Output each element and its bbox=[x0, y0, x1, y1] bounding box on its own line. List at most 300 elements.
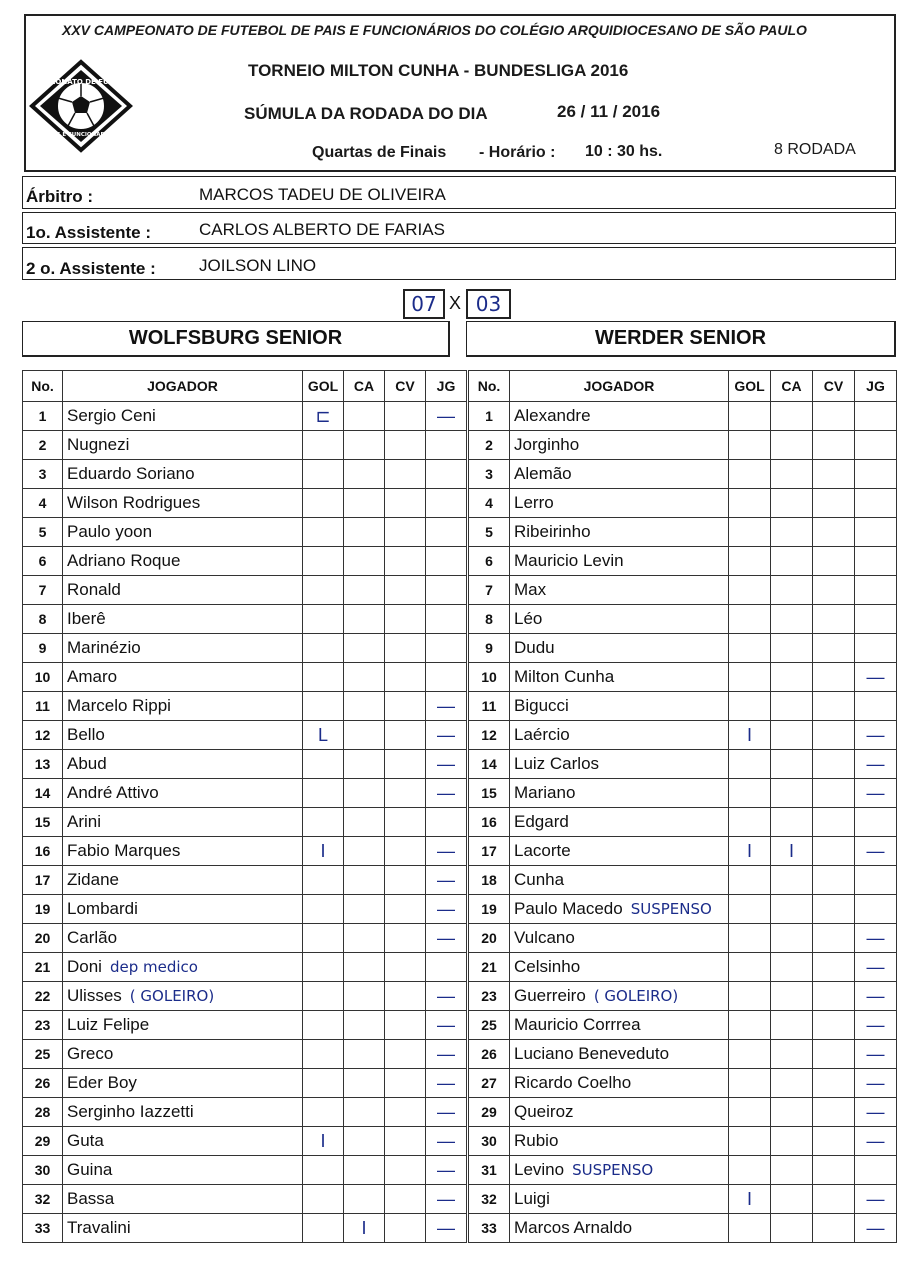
player-jg-mark: — bbox=[426, 924, 467, 953]
player-jg-mark bbox=[855, 692, 897, 721]
player-cell bbox=[63, 779, 303, 808]
player-name: Marcelo Rippi bbox=[67, 696, 171, 715]
table-row bbox=[23, 1011, 467, 1040]
player-cv-mark bbox=[813, 1040, 855, 1069]
player-ca-mark bbox=[344, 576, 385, 605]
player-gol-mark bbox=[303, 1214, 344, 1243]
player-cv-mark bbox=[385, 518, 426, 547]
table-row bbox=[469, 1127, 897, 1156]
player-number: 20 bbox=[469, 924, 510, 953]
player-cell bbox=[510, 431, 729, 460]
player-ca-mark bbox=[771, 634, 813, 663]
player-ca-mark bbox=[771, 1214, 813, 1243]
player-cv-mark bbox=[385, 605, 426, 634]
player-jg-mark: — bbox=[855, 953, 897, 982]
player-ca-mark bbox=[771, 692, 813, 721]
player-cell bbox=[63, 663, 303, 692]
player-cell bbox=[510, 982, 729, 1011]
player-ca-mark bbox=[344, 1127, 385, 1156]
tournament-title: TORNEIO MILTON CUNHA - BUNDESLIGA 2016 bbox=[248, 61, 629, 80]
player-name: Adriano Roque bbox=[67, 551, 181, 570]
player-note: dep medico bbox=[109, 958, 198, 976]
player-ca-mark bbox=[771, 1185, 813, 1214]
player-cv-mark bbox=[813, 750, 855, 779]
player-cv-mark bbox=[385, 1185, 426, 1214]
table-row bbox=[23, 1127, 467, 1156]
player-cv-mark bbox=[385, 634, 426, 663]
player-name: Arini bbox=[67, 812, 102, 831]
player-number: 8 bbox=[469, 605, 510, 634]
player-cell bbox=[510, 895, 729, 924]
player-number: 11 bbox=[23, 692, 63, 721]
player-jg-mark: — bbox=[426, 1185, 467, 1214]
table-row bbox=[23, 663, 467, 692]
match-phase: Quartas de Finais bbox=[312, 144, 447, 161]
player-jg-mark: — bbox=[855, 1214, 897, 1243]
player-jg-mark bbox=[426, 431, 467, 460]
sheet-title: SÚMULA DA RODADA DO DIA bbox=[244, 104, 488, 123]
player-jg-mark: — bbox=[426, 1040, 467, 1069]
match-date: 26 / 11 / 2016 bbox=[557, 102, 661, 121]
player-number: 21 bbox=[23, 953, 63, 982]
player-jg-mark: — bbox=[426, 866, 467, 895]
assistant1-row bbox=[22, 212, 896, 244]
player-number: 30 bbox=[23, 1156, 63, 1185]
player-gol-mark bbox=[303, 692, 344, 721]
player-number: 4 bbox=[23, 489, 63, 518]
match-time: 10 : 30 hs. bbox=[585, 143, 663, 160]
col-no: No. bbox=[23, 371, 63, 402]
player-gol-mark bbox=[729, 750, 771, 779]
player-jg-mark: — bbox=[426, 1011, 467, 1040]
player-cell bbox=[63, 634, 303, 663]
player-cell bbox=[63, 750, 303, 779]
table-row bbox=[23, 866, 467, 895]
player-ca-mark bbox=[344, 1156, 385, 1185]
away-score: 03 bbox=[466, 289, 511, 319]
player-gol-mark: I bbox=[303, 1127, 344, 1156]
player-cv-mark bbox=[385, 1127, 426, 1156]
player-name: Travalini bbox=[67, 1218, 131, 1237]
player-ca-mark bbox=[344, 953, 385, 982]
player-gol-mark bbox=[729, 866, 771, 895]
player-note: ( GOLEIRO) bbox=[129, 987, 215, 1005]
player-jg-mark bbox=[426, 808, 467, 837]
player-jg-mark: — bbox=[855, 1040, 897, 1069]
player-gol-mark bbox=[729, 895, 771, 924]
player-cell bbox=[63, 1011, 303, 1040]
table-row bbox=[23, 1156, 467, 1185]
player-jg-mark bbox=[855, 866, 897, 895]
player-cv-mark bbox=[385, 837, 426, 866]
player-name: Eder Boy bbox=[67, 1073, 137, 1092]
player-cv-mark bbox=[385, 402, 426, 431]
player-ca-mark bbox=[344, 1040, 385, 1069]
player-cell bbox=[63, 1185, 303, 1214]
player-gol-mark bbox=[729, 1098, 771, 1127]
player-jg-mark bbox=[855, 605, 897, 634]
player-name: Luiz Carlos bbox=[514, 754, 600, 773]
player-name: Vulcano bbox=[514, 928, 575, 947]
player-ca-mark bbox=[771, 779, 813, 808]
player-ca-mark bbox=[771, 895, 813, 924]
player-cell bbox=[510, 1214, 729, 1243]
player-number: 16 bbox=[469, 808, 510, 837]
table-row bbox=[469, 1011, 897, 1040]
player-ca-mark bbox=[771, 431, 813, 460]
player-number: 32 bbox=[23, 1185, 63, 1214]
player-name: Lerro bbox=[514, 493, 554, 512]
player-number: 33 bbox=[23, 1214, 63, 1243]
player-jg-mark bbox=[426, 460, 467, 489]
player-name: Iberê bbox=[67, 609, 106, 628]
player-gol-mark bbox=[303, 866, 344, 895]
player-gol-mark bbox=[303, 1156, 344, 1185]
table-row bbox=[23, 634, 467, 663]
player-ca-mark bbox=[771, 402, 813, 431]
player-cv-mark bbox=[813, 982, 855, 1011]
player-name: Wilson Rodrigues bbox=[67, 493, 201, 512]
player-number: 5 bbox=[469, 518, 510, 547]
player-name: Mauricio Corrrea bbox=[514, 1015, 641, 1034]
championship-title: XXV CAMPEONATO DE FUTEBOL DE PAIS E FUNCIONÁRIOS DO COLÉGIO ARQUIDIOCESANO DE SÃO PAULO bbox=[62, 22, 807, 38]
table-row bbox=[23, 808, 467, 837]
player-jg-mark: — bbox=[426, 982, 467, 1011]
player-cell bbox=[510, 634, 729, 663]
round-label: 8 RODADA bbox=[774, 141, 856, 158]
referee-row bbox=[22, 176, 896, 209]
table-row bbox=[469, 489, 897, 518]
player-cv-mark bbox=[385, 1040, 426, 1069]
table-row bbox=[23, 1185, 467, 1214]
player-name: Max bbox=[514, 580, 547, 599]
table-row bbox=[469, 1098, 897, 1127]
player-gol-mark bbox=[303, 808, 344, 837]
player-number: 5 bbox=[23, 518, 63, 547]
player-cv-mark bbox=[813, 1127, 855, 1156]
player-cv-mark bbox=[813, 837, 855, 866]
player-cv-mark bbox=[813, 1069, 855, 1098]
player-ca-mark bbox=[344, 1011, 385, 1040]
away-header-row bbox=[469, 371, 897, 402]
player-name: Fabio Marques bbox=[67, 841, 181, 860]
col-jg: JG bbox=[855, 371, 897, 402]
player-cv-mark bbox=[385, 692, 426, 721]
player-name: Abud bbox=[67, 754, 107, 773]
player-name: Ricardo Coelho bbox=[514, 1073, 632, 1092]
player-ca-mark: I bbox=[771, 837, 813, 866]
player-gol-mark bbox=[729, 779, 771, 808]
player-cv-mark bbox=[813, 692, 855, 721]
player-ca-mark bbox=[344, 1185, 385, 1214]
player-cell bbox=[510, 779, 729, 808]
table-row bbox=[23, 460, 467, 489]
referee-label: Árbitro : bbox=[26, 187, 94, 206]
logo-text-bottom: PAIS E FUNCIONÁRIOS bbox=[46, 132, 116, 138]
table-row bbox=[23, 518, 467, 547]
player-gol-mark bbox=[729, 402, 771, 431]
player-jg-mark: — bbox=[426, 1214, 467, 1243]
player-name: Paulo yoon bbox=[67, 522, 153, 541]
assistant1-name: CARLOS ALBERTO DE FARIAS bbox=[199, 220, 445, 239]
player-cv-mark bbox=[385, 808, 426, 837]
player-gol-mark bbox=[303, 1098, 344, 1127]
home-roster-table bbox=[22, 370, 467, 1243]
player-number: 14 bbox=[469, 750, 510, 779]
player-cv-mark bbox=[385, 924, 426, 953]
player-jg-mark: — bbox=[426, 837, 467, 866]
player-number: 33 bbox=[469, 1214, 510, 1243]
player-number: 19 bbox=[23, 895, 63, 924]
player-number: 2 bbox=[469, 431, 510, 460]
player-gol-mark bbox=[303, 663, 344, 692]
player-number: 30 bbox=[469, 1127, 510, 1156]
player-ca-mark bbox=[344, 547, 385, 576]
player-cell bbox=[63, 895, 303, 924]
home-team-name: WOLFSBURG SENIOR bbox=[22, 321, 450, 357]
player-ca-mark bbox=[771, 1040, 813, 1069]
table-row bbox=[469, 692, 897, 721]
player-cell bbox=[510, 576, 729, 605]
player-name: Guta bbox=[67, 1131, 104, 1150]
player-number: 25 bbox=[469, 1011, 510, 1040]
player-cv-mark bbox=[385, 1214, 426, 1243]
player-number: 25 bbox=[23, 1040, 63, 1069]
player-jg-mark: — bbox=[855, 1185, 897, 1214]
player-cv-mark bbox=[385, 1156, 426, 1185]
player-ca-mark bbox=[344, 924, 385, 953]
player-gol-mark bbox=[303, 750, 344, 779]
player-number: 15 bbox=[23, 808, 63, 837]
player-gol-mark bbox=[303, 982, 344, 1011]
player-gol-mark bbox=[729, 808, 771, 837]
player-cell bbox=[63, 431, 303, 460]
player-jg-mark: — bbox=[855, 1069, 897, 1098]
player-name: Ulisses bbox=[67, 986, 122, 1005]
player-ca-mark bbox=[344, 634, 385, 663]
col-gol: GOL bbox=[303, 371, 344, 402]
player-jg-mark: — bbox=[426, 750, 467, 779]
time-label: - Horário : bbox=[479, 144, 556, 161]
table-row bbox=[469, 779, 897, 808]
table-row bbox=[23, 402, 467, 431]
player-name: Paulo Macedo bbox=[514, 899, 623, 918]
table-row bbox=[469, 1040, 897, 1069]
table-row bbox=[23, 1098, 467, 1127]
player-number: 29 bbox=[23, 1127, 63, 1156]
player-ca-mark bbox=[771, 1127, 813, 1156]
player-number: 13 bbox=[23, 750, 63, 779]
player-jg-mark bbox=[426, 489, 467, 518]
table-row bbox=[469, 634, 897, 663]
table-row bbox=[469, 1069, 897, 1098]
player-name: Greco bbox=[67, 1044, 114, 1063]
player-cell bbox=[510, 808, 729, 837]
col-ca: CA bbox=[771, 371, 813, 402]
player-cell bbox=[63, 489, 303, 518]
player-cv-mark bbox=[385, 431, 426, 460]
player-name: Carlão bbox=[67, 928, 118, 947]
player-cv-mark bbox=[813, 518, 855, 547]
player-ca-mark bbox=[771, 982, 813, 1011]
table-row bbox=[23, 431, 467, 460]
player-cv-mark bbox=[813, 576, 855, 605]
player-gol-mark bbox=[303, 518, 344, 547]
player-jg-mark bbox=[855, 518, 897, 547]
player-cv-mark bbox=[385, 576, 426, 605]
player-jg-mark bbox=[855, 634, 897, 663]
player-number: 8 bbox=[23, 605, 63, 634]
player-cell bbox=[63, 518, 303, 547]
player-cell bbox=[510, 402, 729, 431]
player-gol-mark bbox=[729, 982, 771, 1011]
col-gol: GOL bbox=[729, 371, 771, 402]
player-name: Bassa bbox=[67, 1189, 115, 1208]
player-name: Dudu bbox=[514, 638, 555, 657]
player-cv-mark bbox=[813, 779, 855, 808]
player-gol-mark bbox=[729, 1214, 771, 1243]
player-name: Levino bbox=[514, 1160, 565, 1179]
player-cv-mark bbox=[385, 953, 426, 982]
table-row bbox=[469, 895, 897, 924]
player-gol-mark bbox=[729, 663, 771, 692]
player-gol-mark bbox=[303, 1040, 344, 1069]
player-gol-mark bbox=[729, 489, 771, 518]
player-ca-mark bbox=[344, 837, 385, 866]
player-number: 17 bbox=[469, 837, 510, 866]
player-cv-mark bbox=[813, 547, 855, 576]
table-row bbox=[23, 779, 467, 808]
player-cv-mark bbox=[813, 460, 855, 489]
player-cv-mark bbox=[385, 663, 426, 692]
player-name: Eduardo Soriano bbox=[67, 464, 195, 483]
player-ca-mark bbox=[771, 750, 813, 779]
player-jg-mark: — bbox=[426, 1127, 467, 1156]
player-cell bbox=[63, 866, 303, 895]
player-gol-mark bbox=[729, 1156, 771, 1185]
logo-text-top: CAMPEONATO DE FUTEBOL bbox=[28, 78, 134, 86]
player-ca-mark bbox=[771, 808, 813, 837]
player-cell bbox=[510, 866, 729, 895]
player-jg-mark bbox=[426, 663, 467, 692]
player-jg-mark bbox=[426, 953, 467, 982]
player-number: 10 bbox=[469, 663, 510, 692]
player-name: Luciano Beneveduto bbox=[514, 1044, 670, 1063]
player-number: 7 bbox=[23, 576, 63, 605]
player-ca-mark bbox=[344, 489, 385, 518]
player-name: Zidane bbox=[67, 870, 119, 889]
player-jg-mark bbox=[855, 1156, 897, 1185]
player-gol-mark bbox=[303, 460, 344, 489]
player-jg-mark: — bbox=[855, 982, 897, 1011]
player-cv-mark bbox=[813, 489, 855, 518]
player-number: 26 bbox=[469, 1040, 510, 1069]
player-cv-mark bbox=[813, 1156, 855, 1185]
player-ca-mark bbox=[344, 431, 385, 460]
player-gol-mark bbox=[729, 460, 771, 489]
table-row bbox=[23, 605, 467, 634]
player-number: 23 bbox=[469, 982, 510, 1011]
player-ca-mark bbox=[344, 605, 385, 634]
referee-name: MARCOS TADEU DE OLIVEIRA bbox=[199, 185, 446, 204]
table-row bbox=[469, 663, 897, 692]
player-name: Rubio bbox=[514, 1131, 559, 1150]
player-cell bbox=[510, 837, 729, 866]
table-row bbox=[469, 982, 897, 1011]
player-number: 14 bbox=[23, 779, 63, 808]
player-number: 9 bbox=[469, 634, 510, 663]
player-gol-mark bbox=[303, 895, 344, 924]
player-name: Guina bbox=[67, 1160, 113, 1179]
player-gol-mark bbox=[303, 489, 344, 518]
player-jg-mark: — bbox=[426, 692, 467, 721]
player-number: 20 bbox=[23, 924, 63, 953]
table-row bbox=[23, 721, 467, 750]
player-name: Jorginho bbox=[514, 435, 580, 454]
table-row bbox=[23, 1069, 467, 1098]
player-cv-mark bbox=[385, 895, 426, 924]
player-jg-mark: — bbox=[426, 402, 467, 431]
player-cv-mark bbox=[385, 489, 426, 518]
player-ca-mark bbox=[344, 982, 385, 1011]
player-number: 22 bbox=[23, 982, 63, 1011]
player-cell bbox=[510, 1011, 729, 1040]
player-cell bbox=[63, 1127, 303, 1156]
player-cell bbox=[510, 953, 729, 982]
table-row bbox=[23, 837, 467, 866]
player-cv-mark bbox=[813, 808, 855, 837]
player-number: 23 bbox=[23, 1011, 63, 1040]
player-jg-mark bbox=[855, 460, 897, 489]
player-number: 7 bbox=[469, 576, 510, 605]
table-row bbox=[23, 489, 467, 518]
player-number: 19 bbox=[469, 895, 510, 924]
player-gol-mark: L bbox=[303, 721, 344, 750]
player-ca-mark bbox=[771, 924, 813, 953]
table-row bbox=[469, 518, 897, 547]
player-jg-mark: — bbox=[855, 1127, 897, 1156]
player-ca-mark bbox=[344, 1069, 385, 1098]
player-name: Léo bbox=[514, 609, 543, 628]
player-gol-mark bbox=[729, 576, 771, 605]
player-jg-mark: — bbox=[855, 663, 897, 692]
player-ca-mark bbox=[771, 1069, 813, 1098]
player-cell bbox=[510, 460, 729, 489]
player-jg-mark bbox=[855, 808, 897, 837]
player-cell bbox=[510, 518, 729, 547]
player-number: 1 bbox=[23, 402, 63, 431]
player-jg-mark: — bbox=[426, 1098, 467, 1127]
player-cell bbox=[510, 547, 729, 576]
player-jg-mark: — bbox=[426, 1069, 467, 1098]
player-cell bbox=[63, 924, 303, 953]
player-ca-mark bbox=[344, 721, 385, 750]
player-cv-mark bbox=[385, 779, 426, 808]
player-number: 16 bbox=[23, 837, 63, 866]
player-cell bbox=[63, 721, 303, 750]
table-row bbox=[23, 1214, 467, 1243]
player-jg-mark: — bbox=[426, 779, 467, 808]
player-note: ( GOLEIRO) bbox=[593, 987, 679, 1005]
player-cv-mark bbox=[813, 1185, 855, 1214]
player-ca-mark bbox=[771, 866, 813, 895]
player-cell bbox=[63, 1069, 303, 1098]
player-cv-mark bbox=[385, 1098, 426, 1127]
player-ca-mark bbox=[344, 460, 385, 489]
player-gol-mark: I bbox=[729, 721, 771, 750]
player-ca-mark bbox=[344, 895, 385, 924]
player-number: 32 bbox=[469, 1185, 510, 1214]
